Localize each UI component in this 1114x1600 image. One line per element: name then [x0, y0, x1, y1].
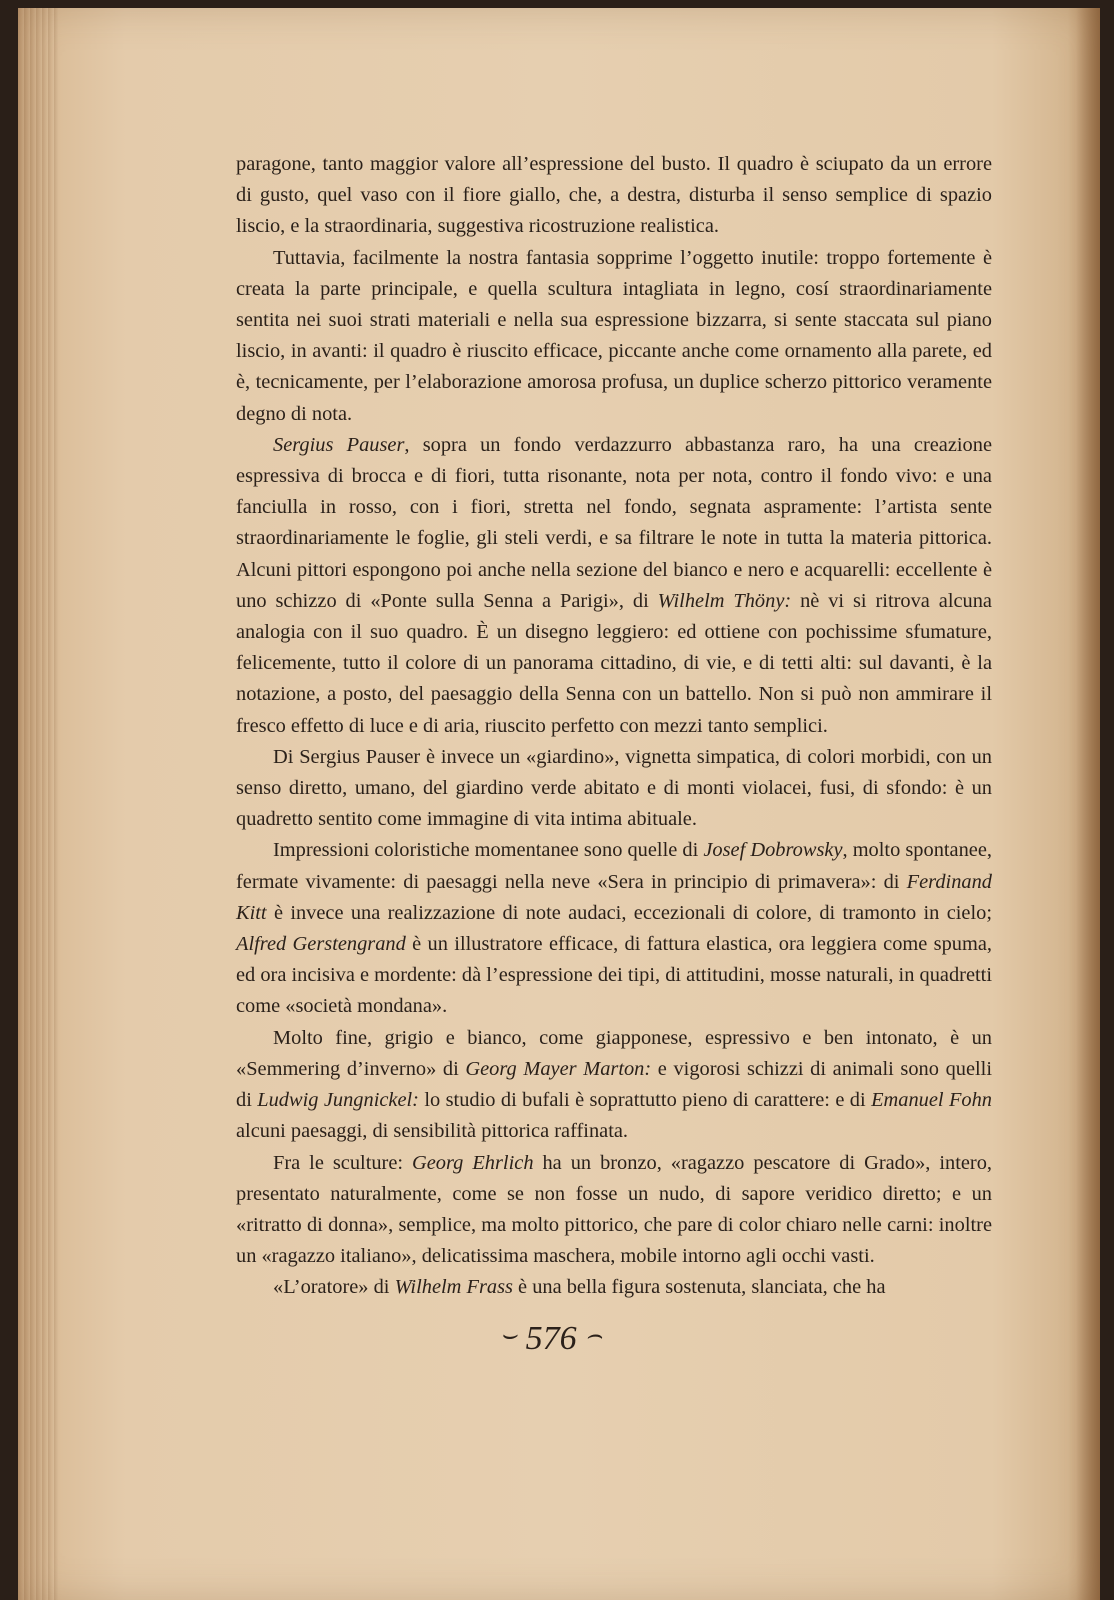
text-run: è una bella figura sostenuta, slanciata, che ha	[512, 1276, 886, 1299]
italic-name: Georg Mayer Marton:	[465, 1057, 652, 1080]
paragraph	[236, 835, 992, 1022]
text-run: paragone, tanto maggior valore all’espressione del busto. Il quadro è sciupato da un errore di gusto, quel vaso con il fiore giallo, che, a destra, disturba il senso semplice di spazio liscio, e la straordinaria, suggestiva ricostruzione realistica.	[236, 153, 992, 238]
italic-name: Josef Dobrowsky	[703, 839, 843, 862]
page-number-value: 576	[525, 1320, 577, 1357]
paragraph	[236, 1272, 992, 1303]
text-run: , sopra un fondo verdazzurro abbastanza raro, ha una creazione espressiva di brocca e di fiori, tutta risonante, nota per nota, contro il fondo vivo: e una fanciulla in rosso, con i fiori, stretta nel fondo, segnata aspramente: l’artista sente straordinariamente le foglie, gli steli verdi, e sa filtrare le note in tutta la materia pittorica. Alcuni pittori espongono poi anche nella sezione del bianco e nero e acquarelli: eccellente è uno schizzo di «Ponte sulla Senna a Parigi», di	[236, 433, 992, 612]
paragraph	[236, 1023, 992, 1148]
paragraph	[236, 243, 992, 430]
body-text	[236, 149, 992, 1304]
text-run: lo studio di bufali è soprattutto pieno di carattere: e di	[418, 1089, 872, 1112]
folio-ornament-right: ⌢	[585, 1320, 603, 1349]
paragraph	[236, 742, 992, 836]
text-run: e vigorosi schizzi di animali sono quelli di	[236, 1057, 993, 1112]
paragraph	[236, 430, 992, 742]
italic-name: Ludwig Jungnickel:	[257, 1089, 419, 1112]
folio-ornament-left: ⌣	[500, 1320, 518, 1349]
text-run: Impressioni coloristiche momentanee sono quelle di	[273, 839, 704, 862]
paragraph	[236, 149, 992, 243]
italic-name: Alfred Gerstengrand	[236, 933, 406, 956]
text-run: ha un bronzo, «ragazzo pescatore di Grado», intero, presentato naturalmente, come se non fosse un nudo, di sapore veridico diretto; e un «ritratto di donna», semplice, ma molto pittorico, che pare di color chiaro nelle carni: inoltre un «ragazzo italiano», delicatissima maschera, mobile intorno agli occhi vasti.	[236, 1151, 992, 1268]
italic-name: Wilhelm Frass	[394, 1276, 513, 1299]
text-run: nè vi si ritrova alcuna analogia con il suo quadro. È un disegno leggiero: ed ottiene con pochissime sfumature, felicemente, tutto il colore di un panorama cittadino, di vie, e di tetti alti: sul davanti, è la notazione, a posto, del paesaggio della Senna con un battello. Non si può non ammirare il fresco effetto di luce e di aria, riuscito perfetto con mezzi tanto semplici.	[236, 589, 992, 737]
text-run: , molto spontanee, fermate vivamente: di paesaggi nella neve «Sera in principio di primavera»: di	[236, 839, 993, 893]
text-run: è invece una realizzazione di note audaci, eccezionali di colore, di tramonto in cielo;	[266, 901, 992, 924]
italic-name: Georg Ehrlich	[412, 1151, 534, 1174]
text-run: «L’oratore» di	[273, 1276, 395, 1299]
text-run: Tuttavia, facilmente la nostra fantasia sopprime l’oggetto inutile: troppo fortemente è creata la parte principale, e quella scultura intagliata in legno, cosí straordinariamente sentita nei suoi strati materiali e nella sua espressione bizzarra, si sente staccata sul piano liscio, in avanti: il quadro è riuscito efficace, piccante anche come ornamento alla parete, ed è, tecnicamente, per l’elaborazione amorosa profusa, un duplice scherzo pittorico veramente degno di nota.	[236, 246, 992, 425]
text-run: Molto fine, grigio e bianco, come giapponese, espressivo e ben intonato, è un «Semmering d’inverno» di	[236, 1026, 992, 1080]
italic-name: Sergius Pauser	[273, 433, 405, 456]
italic-name: Wilhelm Thöny:	[657, 589, 792, 612]
italic-name: Emanuel Fohn	[871, 1089, 992, 1112]
text-run: Di Sergius Pauser è invece un «giardino», vignetta simpatica, di colori morbidi, con un senso diretto, umano, del giardino verde abitato e di monti violacei, fusi, di sfondo: è un quadretto sentito come immagine di vita intima abituale.	[236, 745, 992, 831]
text-run: è un illustratore efficace, di fattura elastica, ora leggiera come spuma, ed ora incisiva e mordente: dà l’espressione dei tipi, di attitudini, mosse naturali, in quadretti come «società mondana».	[236, 933, 992, 1018]
paragraph	[236, 1148, 992, 1273]
text-run: Fra le sculture:	[273, 1151, 413, 1174]
text-run: alcuni paesaggi, di sensibilità pittorica raffinata.	[236, 1120, 629, 1143]
italic-name: Ferdinand Kitt	[236, 870, 992, 924]
page-number	[500, 1320, 700, 1358]
